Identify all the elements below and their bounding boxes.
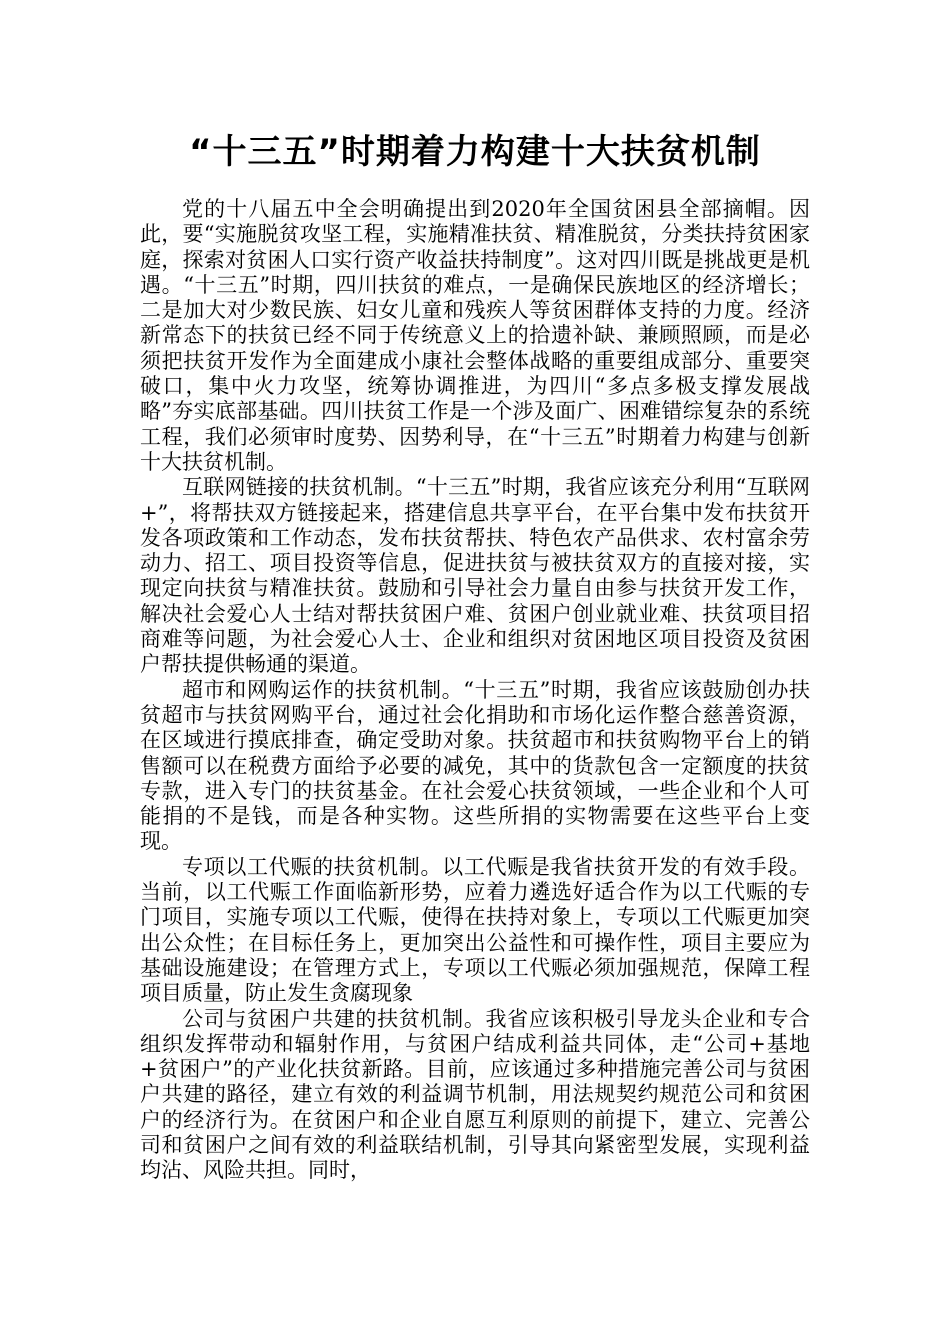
- paragraph-work-relief: 专项以工代赈的扶贫机制。以工代赈是我省扶贫开发的有效手段。当前，以工代赈工作面临新形势，应着力遴选好适合作为以工代赈的专门项目，实施专项以工代赈，使得在扶持对象上，专项以工代赈更加突出公众性；在目标任务上，更加突出公益性和可操作性，项目主要应为基础设施建设；在管理方式上，专项以工代赈必须加强规范，保障工程项目质量，防止发生贪腐现象: [140, 854, 810, 1006]
- paragraph-internet: 互联网链接的扶贫机制。“十三五”时期，我省应该充分利用“互联网+”，将帮扶双方链接起来，搭建信息共享平台，在平台集中发布扶贫开发各项政策和工作动态，发布扶贫帮扶、特色农产品供求、农村富余劳动力、招工、项目投资等信息，促进扶贫与被扶贫双方的直接对接，实现定向扶贫与精准扶贫。鼓励和引导社会力量自由参与扶贫开发工作，解决社会爱心人士结对帮扶贫困户难、贫困户创业就业难、扶贫项目招商难等问题，为社会爱心人士、企业和组织对贫困地区项目投资及贫困户帮扶提供畅通的渠道。: [140, 475, 810, 677]
- paragraph-intro: 党的十八届五中全会明确提出到2020年全国贫困县全部摘帽。因此，要“实施脱贫攻坚工程，实施精准扶贫、精准脱贫，分类扶持贫困家庭，探索对贫困人口实行资产收益扶持制度”。这对四川既是挑战更是机遇。“十三五”时期，四川扶贫的难点，一是确保民族地区的经济增长；二是加大对少数民族、妇女儿童和残疾人等贫困群体支持的力度。经济新常态下的扶贫已经不同于传统意义上的拾遗补缺、兼顾照顾，而是必须把扶贫开发作为全面建成小康社会整体战略的重要组成部分、重要突破口，集中火力攻坚，统筹协调推进，为四川“多点多极支撑发展战略”夯实底部基础。四川扶贫工作是一个涉及面广、困难错综复杂的系统工程，我们必须审时度势、因势利导，在“十三五”时期着力构建与创新十大扶贫机制。: [140, 197, 810, 474]
- document-title: “十三五”时期着力构建十大扶贫机制: [189, 132, 761, 172]
- paragraph-company-cooperation: 公司与贫困户共建的扶贫机制。我省应该积极引导龙头企业和专合组织发挥带动和辐射作用，与贫困户结成利益共同体，走“公司+基地+贫困户”的产业化扶贫新路。目前，应该通过多种措施完善公司与贫困户共建的路径，建立有效的利益调节机制，用法规契约规范公司和贫困户的经济行为。在贫困户和企业自愿互利原则的前提下，建立、完善公司和贫困户之间有效的利益联结机制，引导其向紧密型发展，实现利益均沾、风险共担。同时，: [140, 1006, 810, 1183]
- document-body: [140, 197, 810, 1184]
- paragraph-supermarket: 超市和网购运作的扶贫机制。“十三五”时期，我省应该鼓励创办扶贫超市与扶贫网购平台，通过社会化捐助和市场化运作整合慈善资源，在区域进行摸底排查，确定受助对象。扶贫超市和扶贫购物平台上的销售额可以在税费方面给予必要的减免，其中的货款包含一定额度的扶贫专款，进入专门的扶贫基金。在社会爱心扶贫领域，一些企业和个人可能捐的不是钱，而是各种实物。这些所捐的实物需要在这些平台上变现。: [140, 677, 810, 854]
